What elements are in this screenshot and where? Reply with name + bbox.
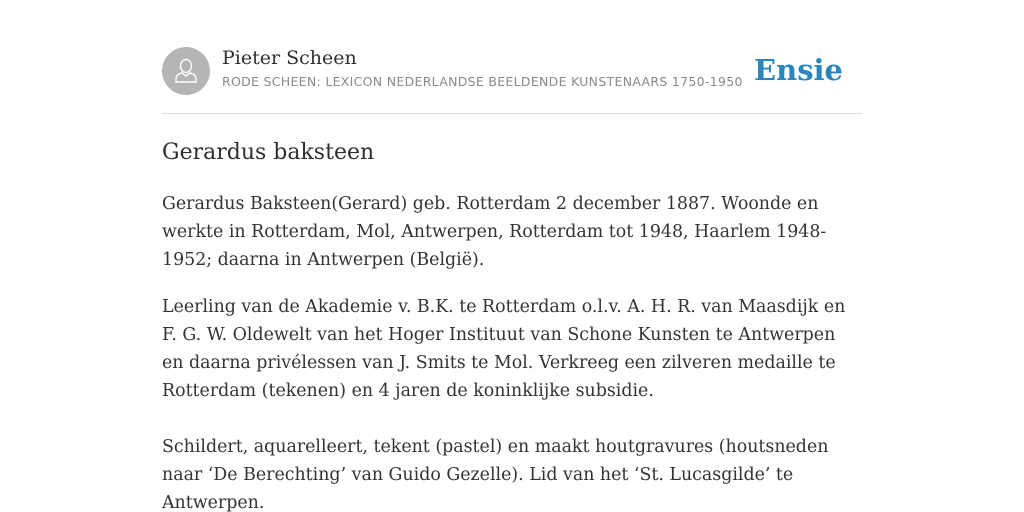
article-paragraph: Schildert, aquarelleert, tekent (pastel) en maakt houtgravures (houtsneden naar ‘De Berechting’ van Guido Gezelle). Lid van het ‘St. Lucasgilde’ te Antwerpen. (162, 437, 829, 512)
source-label[interactable]: RODE SCHEEN: LEXICON NEDERLANDSE BEELDENDE KUNSTENAARS 1750-1950 (222, 74, 743, 89)
header (162, 46, 862, 96)
ensie-logo[interactable]: Ensie (754, 53, 843, 87)
header-divider (162, 113, 862, 114)
article-title: Gerardus baksteen (162, 140, 375, 165)
article-paragraph: Leerling van de Akademie v. B.K. te Rotterdam o.l.v. A. H. R. van Maasdijk en F. G. W. Oldewelt van het Hoger Instituut van Schone Kunsten te Antwerpen en daarna privélessen van J. Smits te Mol. Verkreeg een zilveren medaille te Rotterdam (tekenen) en 4 jaren de koninklijke subsidie. (162, 297, 846, 401)
user-avatar-icon[interactable] (162, 47, 210, 95)
article-paragraph: Gerardus Baksteen(Gerard) geb. Rotterdam 2 december 1887. Woonde en werkte in Rotterdam, Mol, Antwerpen, Rotterdam tot 1948, Haarlem 1948-1952; daarna in Antwerpen (België). (162, 194, 827, 270)
author-name[interactable]: Pieter Scheen (222, 47, 357, 69)
